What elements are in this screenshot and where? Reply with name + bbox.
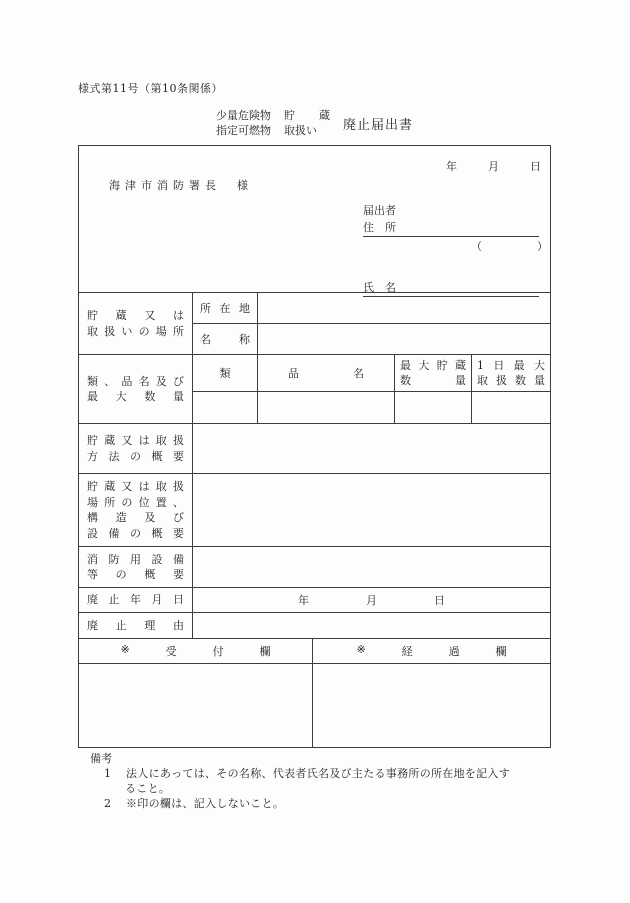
label-line: 消 防 用 設 備 (87, 552, 184, 566)
row-method-outline-label (79, 424, 192, 473)
day-label: 日 (434, 594, 445, 607)
label-line: 方 法 の 概 要 (87, 449, 184, 463)
form-table (78, 145, 551, 748)
label-line: 最 大 数 量 (87, 390, 184, 403)
title-subject-stack (216, 108, 271, 138)
notifier-block (363, 203, 548, 297)
row-classification-label (79, 355, 192, 423)
location-header (193, 293, 257, 323)
label-line: 構 造 及 び (87, 511, 184, 524)
title-subject-line1: 少量危険物 (215, 109, 271, 122)
remarks (90, 751, 560, 811)
name-header-text: 名 称 (200, 333, 250, 346)
addressee: 海津市消防署長 様 (109, 179, 253, 192)
remark-item-2 (103, 796, 560, 811)
max-storage-input-cell (394, 392, 471, 423)
label-line: 貯 蔵 又 は 取 扱 (87, 434, 184, 447)
progress-box (312, 664, 550, 747)
abolition-reason-input-cell (192, 613, 550, 638)
max-storage-column-header (394, 355, 471, 391)
label-line: 廃 止 年 月 日 (87, 593, 184, 607)
year-label: 年 (298, 594, 309, 607)
progress-header-text: ※ 経 過 欄 (356, 643, 507, 658)
item-name-input-cell (257, 392, 394, 423)
row-official-boxes (79, 663, 550, 747)
form-header-area (79, 146, 550, 292)
location-header-text: 所 在 地 (200, 302, 250, 315)
label-line: 設 備 の 概 要 (87, 526, 184, 540)
remark-2-text: ※印の欄は、記入しないこと。 (126, 797, 285, 810)
header-line: 取 扱 数 量 (477, 374, 545, 387)
month-label: 月 (366, 594, 377, 607)
label-line: 場 所 の 位 置 、 (87, 495, 184, 509)
row-fire-equipment (79, 546, 550, 587)
row-classification (79, 354, 550, 423)
row-abolition-reason (79, 612, 550, 638)
phone-parens: （ ） (471, 240, 548, 253)
form-title (78, 108, 551, 138)
row-structure-outline-label (79, 474, 192, 546)
row-method-outline (79, 423, 550, 473)
row-fire-equipment-label (79, 547, 192, 587)
address-field: 住 所 (363, 220, 539, 237)
class-column-header: 類 (219, 367, 231, 380)
subrow-location (193, 293, 550, 323)
label-line: 類 、 品 名 及 び (87, 374, 184, 388)
name-input-cell (257, 324, 550, 354)
label-line: 等 の 概 要 (87, 568, 184, 581)
title-action-stack (284, 108, 330, 138)
form-number: 様式第11号（第10条関係） (78, 82, 223, 95)
item-name-column-header (257, 355, 394, 391)
row-storage-place-cells (192, 293, 550, 354)
row-storage-place-label (79, 293, 192, 354)
row-abolition-date-label (79, 588, 192, 612)
class-input-cell (193, 392, 257, 423)
subrow-name (193, 323, 550, 354)
submission-date-line: 年 月 日 (446, 160, 544, 173)
notifier-label: 届出者 (363, 204, 396, 217)
classification-header-row (193, 355, 550, 391)
name-header (193, 324, 257, 354)
title-main: 廃止届出書 (342, 117, 413, 133)
label-line: 貯 蔵 又 は 取 扱 (87, 480, 184, 493)
reception-box (79, 664, 312, 747)
progress-column-header (312, 639, 550, 663)
method-outline-input-cell (192, 424, 550, 473)
daily-max-input-cell (471, 392, 550, 423)
daily-max-column-header (471, 355, 550, 391)
header-line: 最 大 貯 蔵 (400, 359, 466, 372)
reception-column-header (79, 639, 312, 663)
remark-2-number: 2 (104, 797, 112, 810)
label-line: 廃 止 理 由 (87, 618, 184, 632)
label-line: 取 扱 い の 場 所 (87, 324, 184, 338)
row-official-headers (79, 638, 550, 663)
title-action-line2: 取扱い (283, 124, 317, 137)
row-storage-place (79, 292, 550, 354)
title-subject-line2: 指定可燃物 (215, 124, 271, 137)
location-input-cell (257, 293, 550, 323)
remark-1-number: 1 (104, 767, 112, 780)
fire-equipment-input-cell (192, 547, 550, 587)
remark-1-text: 法人にあっては、その名称、代表者氏名及び主たる事務所の所在地を記入す (126, 767, 511, 780)
remark-item-1 (103, 766, 560, 796)
item-name-header-text: 品 名 (288, 367, 364, 380)
remark-1-line-1 (103, 766, 560, 781)
header-line: 数 量 (400, 374, 466, 387)
label-line: 貯 蔵 又 は (87, 309, 184, 322)
row-abolition-date (79, 587, 550, 612)
name-field: 氏 名 (363, 280, 539, 297)
classification-entry-row (193, 391, 550, 423)
structure-outline-input-cell (192, 474, 550, 546)
header-line: 1 日 最 大 (477, 359, 545, 372)
remark-1-line-2: ること。 (125, 782, 171, 795)
row-classification-cells (192, 355, 550, 423)
title-action-line1: 貯 蔵 (283, 109, 330, 122)
abolition-date-input-cell (192, 588, 550, 612)
row-structure-outline (79, 473, 550, 546)
row-abolition-reason-label (79, 613, 192, 638)
reception-header-text: ※ 受 付 欄 (120, 643, 271, 658)
remarks-heading: 備考 (90, 752, 113, 765)
